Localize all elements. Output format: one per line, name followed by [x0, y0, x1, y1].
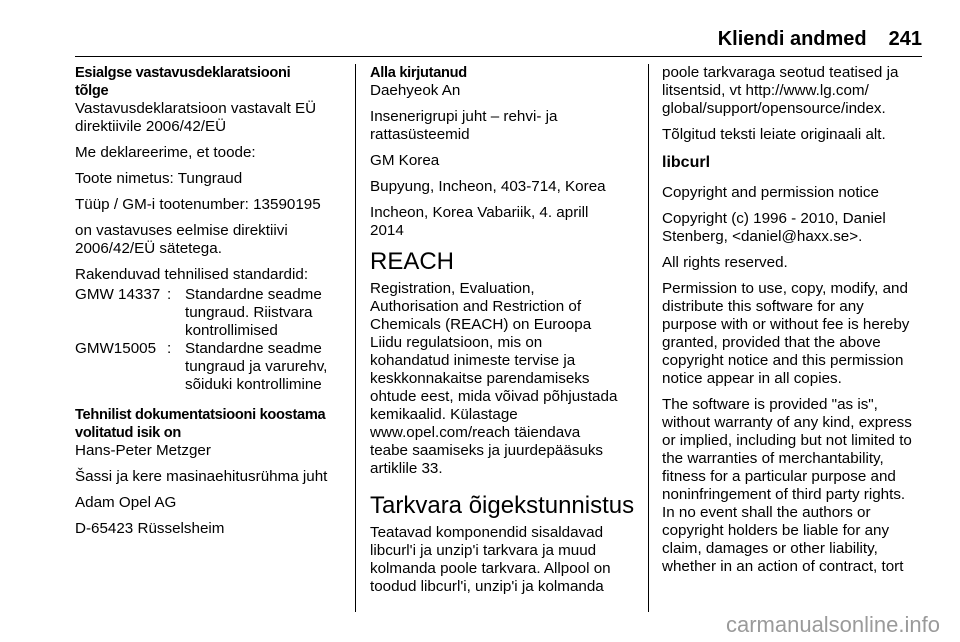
standard-separator: : — [167, 340, 172, 357]
company-address: D-65423 Rüsselsheim — [75, 520, 225, 537]
warranty-text: The software is provided "as is", without warranty of any kind, express or implied, including but not limited to the warranties of merchantability, fitness for a particular purpose and noninfringement of third party rights. In no event shall the authors or copyright holders be liable for any claim, damages or other liability, whether in an action of contract, tort — [662, 396, 912, 575]
page-number: 241 — [888, 27, 922, 50]
standard-code: GMW 14337 — [75, 286, 161, 303]
page-header — [718, 24, 922, 54]
signing-date: Incheon, Korea Vabariik, 4. aprill 2014 — [370, 204, 589, 239]
software-heading: Tarkvara õigekstunnistus — [370, 492, 635, 519]
reach-text: Registration, Evaluation, Authorisation and Restriction of Chemicals (REACH) on Euroopa Liidu regulatsioon, mis on kohandatud inimeste tervise ja keskkonnakaitse parendamiseks ohtude eest, mida võivad põhjustada kemikaalid. Külastage www.opel.com/reach täiendava teabe saamiseks ja juurdepääsuks artiklile 33. — [370, 280, 618, 477]
signer-role: Insenerigrupi juht – rehvi- ja rattasüsteemid — [370, 108, 558, 143]
libcurl-heading: libcurl — [662, 154, 711, 171]
authorized-person-dept: Šassi ja kere masinaehitusrühma juht — [75, 468, 328, 485]
header-divider — [75, 56, 922, 57]
copyright-notice-title: Copyright and permission notice — [662, 184, 879, 201]
permission-text: Permission to use, copy, modify, and distribute this software for any purpose with or without fee is hereby granted, provided that the above copyright notice and this permission notice appear in all copies. — [662, 280, 910, 387]
product-name: Toote nimetus: Tungraud — [75, 170, 243, 187]
declare-text: Me deklareerime, et toode: — [75, 144, 256, 161]
signer-address: Bupyung, Incheon, 403-714, Korea — [370, 178, 606, 195]
standard-separator: : — [167, 286, 172, 303]
company-name: Adam Opel AG — [75, 494, 177, 511]
authorized-person-heading: Tehnilist dokumentatsiooni koostama volitatud isik on — [75, 407, 326, 441]
column-1 — [75, 64, 345, 546]
standard-code: GMW15005 — [75, 340, 157, 357]
authorized-person-name: Hans-Peter Metzger — [75, 442, 211, 459]
standard-description: Standardne seadme tungraud. Riistvara kontrollimised — [185, 286, 322, 339]
copyright-text: Copyright (c) 1996 - 2010, Daniel Stenberg, <daniel@haxx.se>. — [662, 210, 886, 245]
column-3 — [662, 64, 930, 584]
reach-heading: REACH — [370, 248, 455, 275]
signer-name: Daehyeok An — [370, 82, 461, 99]
standard-row — [75, 340, 345, 394]
directive-text: Vastavusdeklaratsioon vastavalt EÜ direktiivile 2006/42/EÜ — [75, 100, 317, 135]
standard-row — [75, 286, 345, 340]
software-text: Teatavad komponendid sisaldavad libcurl'i ja unzip'i tarkvara ja muud kolmanda poole tarkvara. Allpool on toodud libcurl'i, unzip'i ja kolmanda — [370, 524, 611, 595]
conformity-text: on vastavuses eelmise direktiivi 2006/42/EÜ sätetega. — [75, 222, 288, 257]
declaration-heading: Esialgse vastavusdeklaratsiooni tõlge — [75, 65, 291, 99]
rights-reserved: All rights reserved. — [662, 254, 788, 271]
column-divider-2 — [648, 64, 649, 612]
signed-heading: Alla kirjutanud — [370, 65, 467, 81]
standard-description: Standardne seadme tungraud ja varurehv, sõiduki kontrollimine — [185, 340, 328, 393]
section-title: Kliendi andmed — [717, 27, 867, 50]
watermark: carmanualsonline.info — [725, 612, 940, 637]
standards-table — [75, 286, 345, 394]
signer-org: GM Korea — [370, 152, 440, 169]
original-text-note: Tõlgitud teksti leiate originaali alt. — [662, 126, 886, 143]
standards-intro: Rakenduvad tehnilised standardid: — [75, 266, 309, 283]
column-divider-1 — [355, 64, 356, 612]
column-2 — [370, 64, 640, 604]
product-number: Tüüp / GM-i tootenumber: 13590195 — [75, 196, 321, 213]
license-continuation: poole tarkvaraga seotud teatised ja litsentsid, vt http://www.lg.com/ global/support/opensource/index. — [662, 64, 899, 117]
